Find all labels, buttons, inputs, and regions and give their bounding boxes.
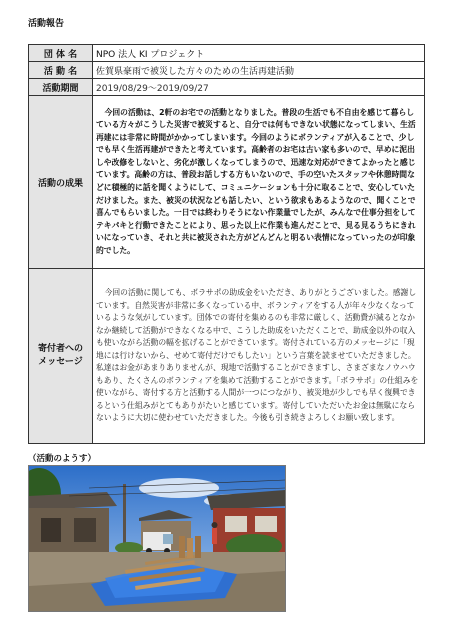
period-row [29,79,425,96]
period-value: 2019/08/29〜2019/09/27 [93,79,425,96]
donors-label: 寄付者への メッセージ [29,269,93,444]
activity-value: 佐賀県豪雨で被災した方々のための生活再建活動 [93,62,425,79]
activity-photo [28,465,286,612]
period-label: 活動期間 [29,79,93,96]
photo-caption: （活動のようす） [28,454,97,464]
group-label: 団 体 名 [29,45,93,62]
report-table [28,44,425,444]
donors-text: 今回の活動に関しても、ボラサポの助成金をいただき、ありがとうございました。感謝しています。自然災害が非常に多くなっている中、ボランティアをする人が年々少なくなっているような気がしています。団体での寄付を集めるのも非常に厳しく、活動費が減るとなかなか継続して活動ができなくなる中で、こうした助成をいただくことで、助成金以外の収入も使いながら活動の幅を拡げることができています。寄付されている方のメッセージに「現地には行けないから、せめて寄付だけでもしたい」という言葉を読ませていただきました。私達はお金があまりありませんが、現地で活動することができますし、さまざまなノウハウもあり、たくさんのボランティアを集めて活動することができます。「ボラサポ」の仕組みを使いながら、寄付する方と活動する人間が一つにつながり、被災地が少しでも早く復興できるという仕組みがとてもありがたいと感じています。寄付していただいたお金は無駄にならないように大切に使わせていただきました。今後も引き続きよろしくお願い致します。 [96,287,419,423]
donors-body [93,269,425,444]
group-value: NPO 法人 KI プロジェクト [93,45,425,62]
results-text: 今回の活動は、2軒のお宅での活動となりました。普段の生活でも不自由を感じて暮らしている方々がこうした災害で被災すると、自分では何もできない状態になってしまい、生活再建には非常に時間がかかってしまいます。今回のようにボランティアが入ることで、少しでも早く生活再建ができたと考えています。高齢者のお宅は古い家も多いので、早めに泥出しや改修をしないと、劣化が激しくなってしまうので、迅速な対応ができてよかったと感じています。高齢の方は、普段お話しする方もいないので、手の空いたスタッフや休憩時間などに積極的に話を聞くようにして、コミュニケーションも十分に取ることで、安心していただけました。また、被災の状況なども話したい、という欲求もあるようなので、聞くことで喜んでもらいました。一日では終わりそうにない作業量でしたが、みんなで仕事分担をしてテキパキと行動できたことにより、思った以上に作業も進んだことで、見る見るうちにきれいになっていき、それと共に被災された方がどんどんと明るい表情になっていったのが印象的でした。 [96,107,416,255]
activity-label: 活 動 名 [29,62,93,79]
group-row [29,45,425,62]
activity-photo-illustration [29,466,285,611]
results-row [29,96,425,269]
report-title: 活動報告 [28,19,65,29]
results-label: 活動の成果 [29,96,93,269]
activity-row [29,62,425,79]
donors-row [29,269,425,444]
results-body [93,96,425,269]
